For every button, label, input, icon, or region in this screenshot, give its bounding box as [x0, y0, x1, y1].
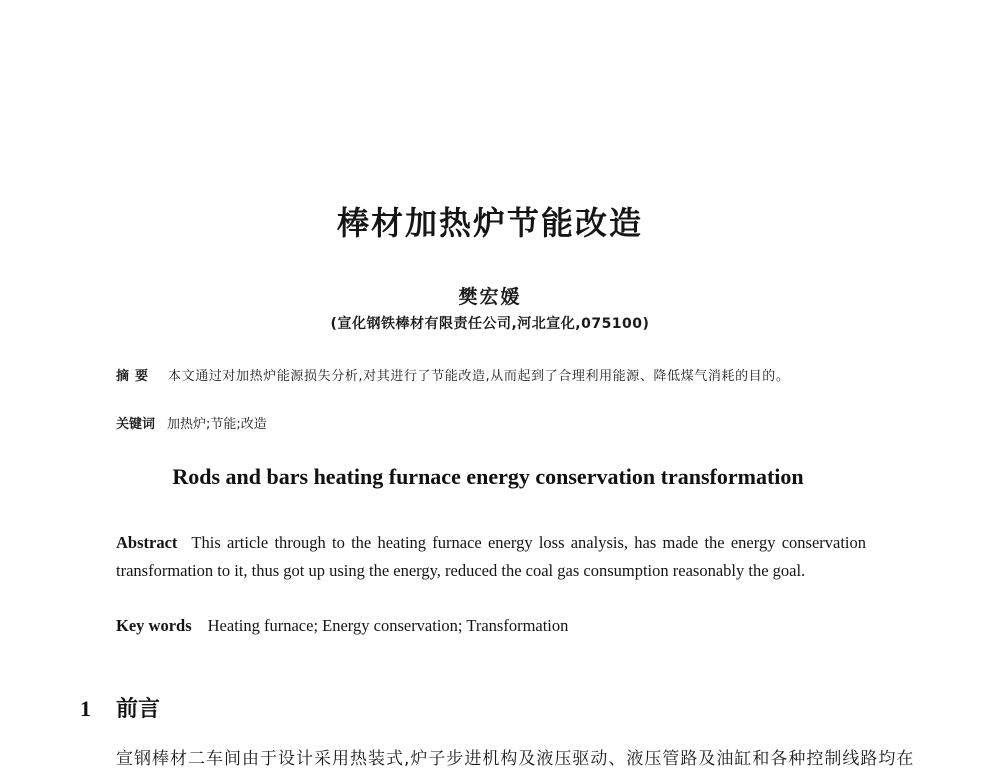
abstract-en-text: This article through to the heating furnace energy loss analysis, has made the energy conservation transformation to it, thus got up using the energy, reduced the coal gas consumption reasonably the goal.: [116, 533, 866, 580]
author-affiliation: (宣化钢铁棒材有限责任公司,河北宣化,075100): [330, 316, 650, 332]
keywords-cn-label: 关键词: [116, 417, 156, 432]
section-number: 1: [80, 696, 91, 721]
abstract-en-label: Abstract: [116, 533, 178, 552]
abstract-cn: [116, 366, 868, 388]
section-title: 前言: [116, 697, 161, 722]
keywords-cn: [116, 414, 868, 436]
paper-title-cn: 棒材加热炉节能改造: [336, 204, 643, 242]
section-heading: [80, 692, 160, 723]
abstract-cn-text: 本文通过对加热炉能源损失分析,对其进行了节能改造,从而起到了合理利用能源、降低煤气消耗的目的。: [168, 369, 790, 384]
keywords-cn-text: 加热炉;节能;改造: [167, 417, 267, 432]
keywords-en: [116, 612, 866, 639]
abstract-en: [116, 529, 866, 584]
paper-title-en: Rods and bars heating furnace energy conservation transformation: [172, 464, 804, 489]
body-paragraph-first-line: 宣钢棒材二车间由于设计采用热装式,炉子步进机构及液压驱动、液压管路及油缸和各种控制线路均在: [116, 749, 915, 769]
author-name: 樊宏媛: [458, 286, 522, 308]
keywords-en-text: Heating furnace; Energy conservation; Transformation: [207, 616, 569, 635]
keywords-en-label: Key words: [116, 616, 192, 635]
abstract-cn-label: 摘要: [116, 369, 155, 384]
